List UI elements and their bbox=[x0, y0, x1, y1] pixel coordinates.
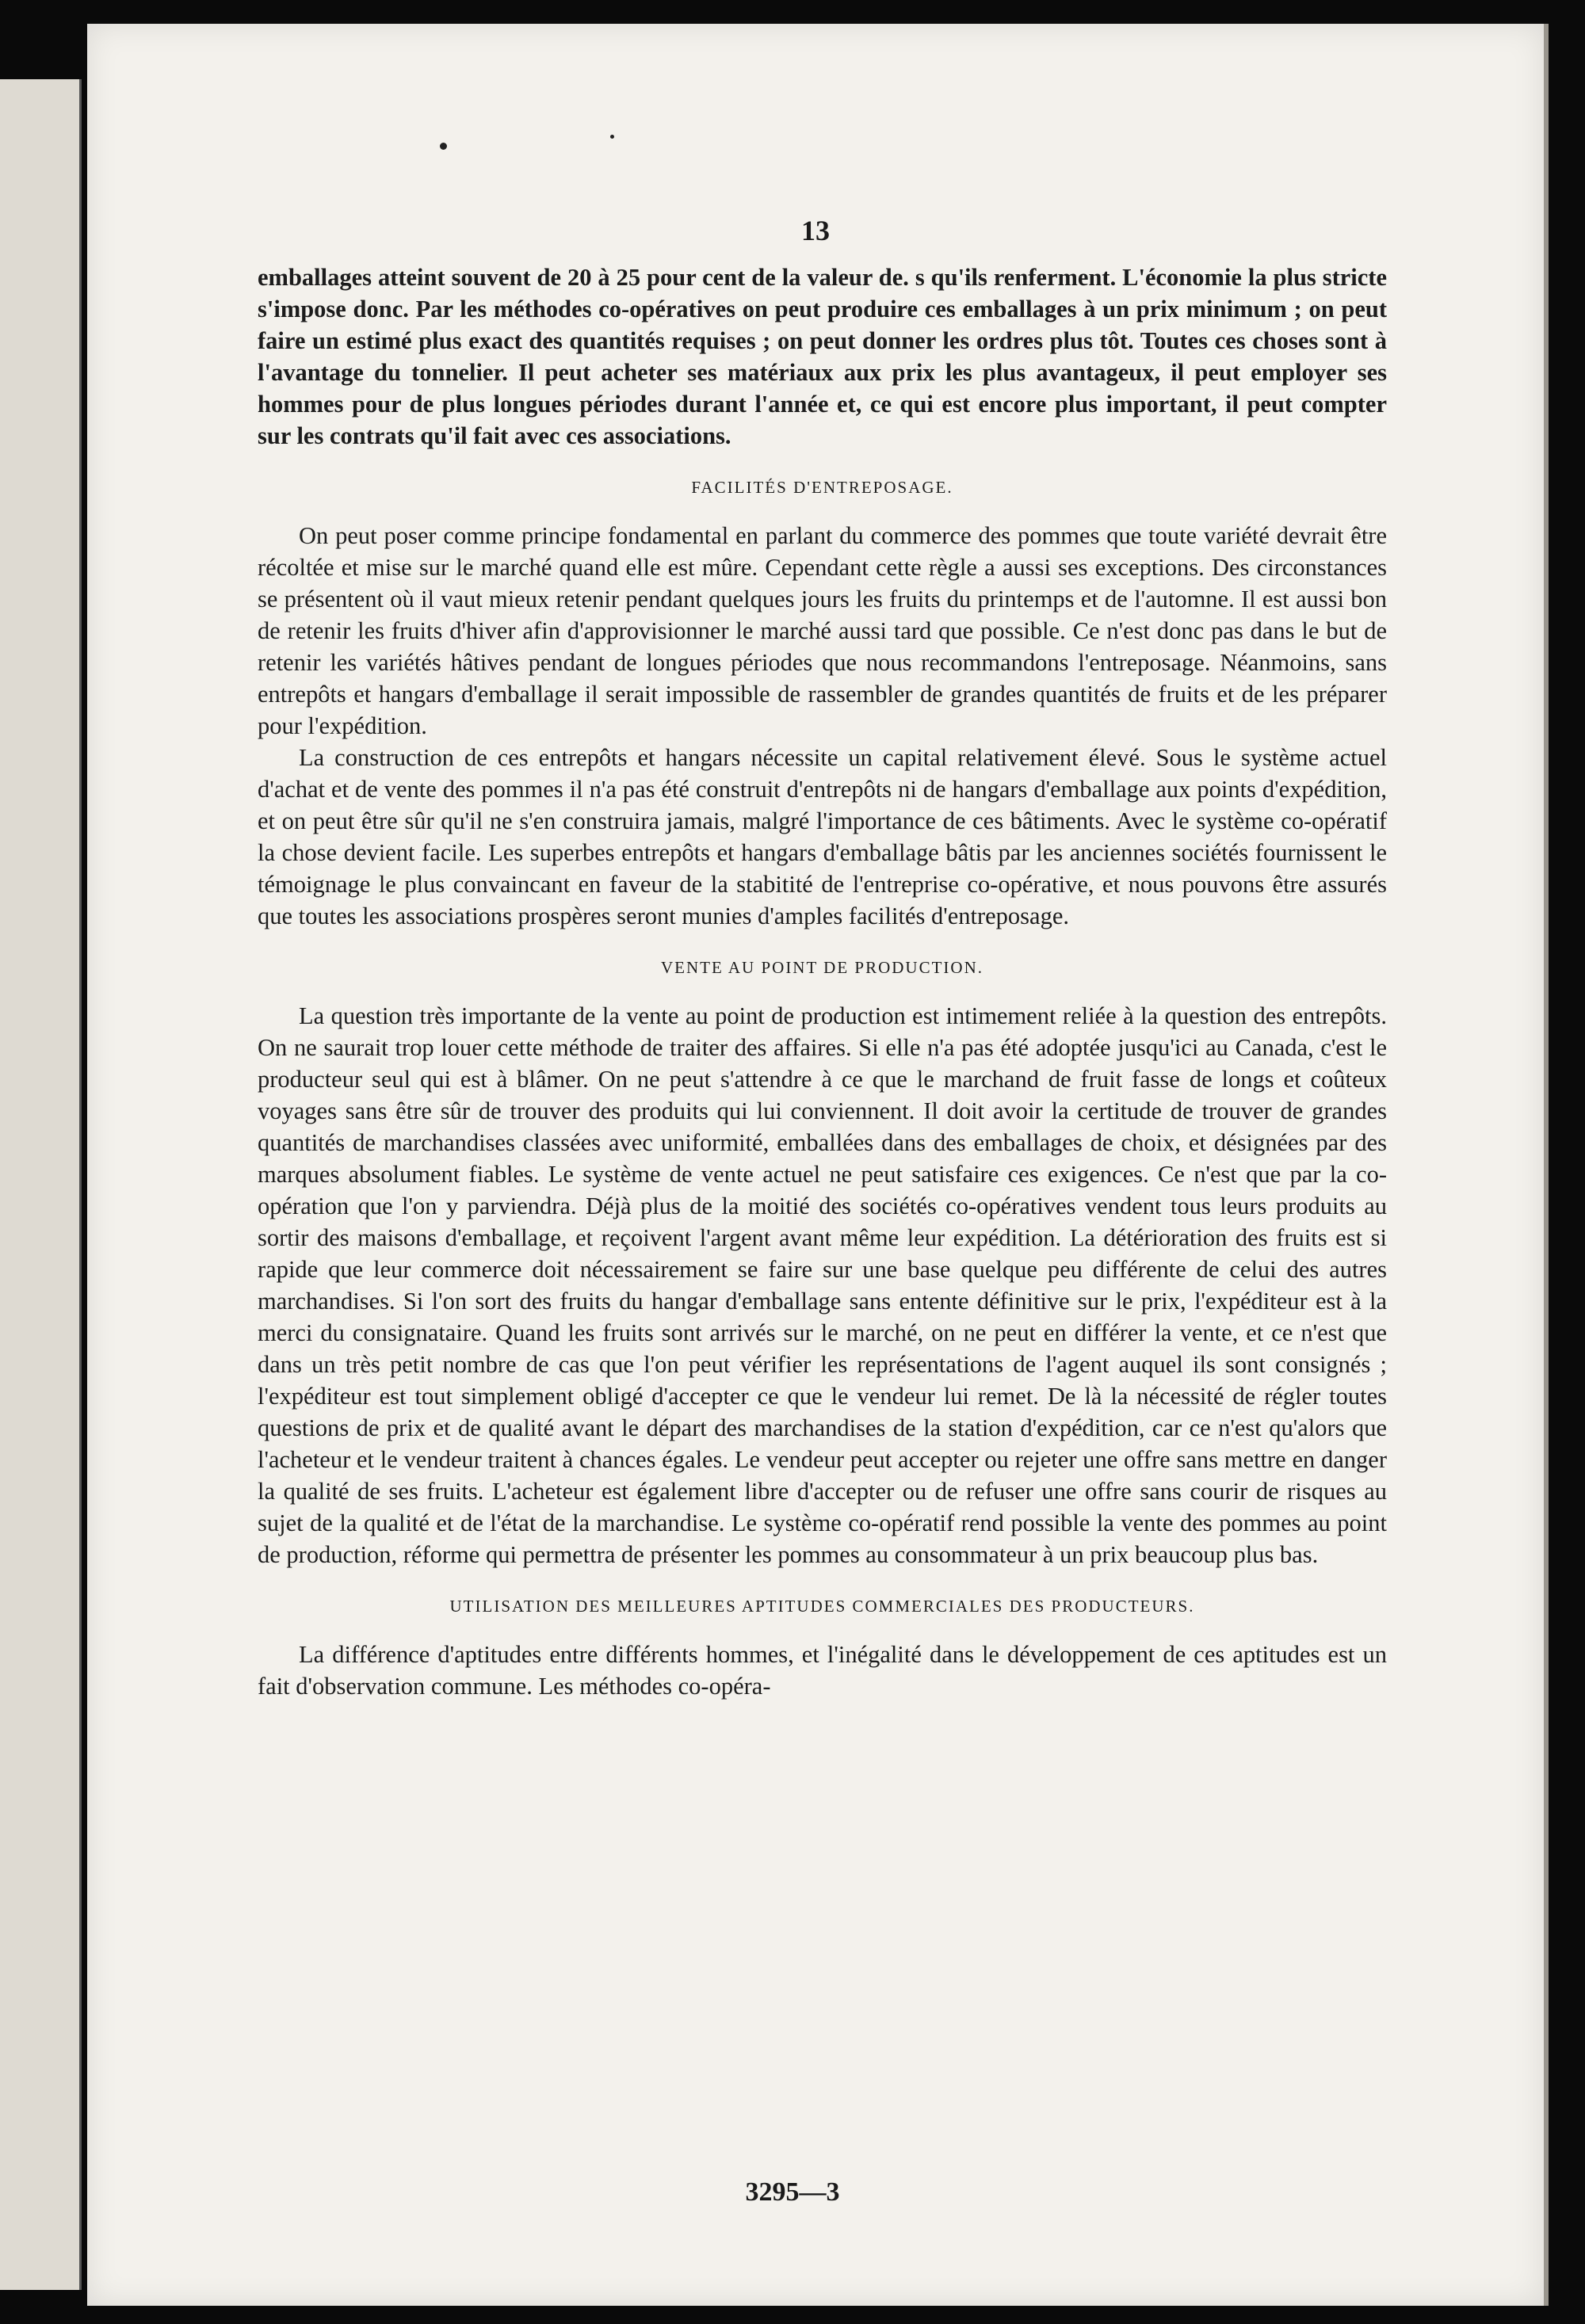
section-heading-aptitudes: UTILISATION DES MEILLEURES APTITUDES COMMERCIALES DES PRODUCTEURS. bbox=[449, 1597, 1195, 1616]
page-number: 13 bbox=[801, 215, 830, 246]
section-heading-storage: FACILITÉS D'ENTREPOSAGE. bbox=[691, 478, 953, 497]
paragraph: La construction de ces entrepôts et hangars nécessite un capital relativement élevé. Sous le système actuel d'achat et de vente des pommes il n'a pas été construit d'entrepôts ni de hangars d'emballage aux points d'expédition, et on peut être sûr qu'il ne s'en construira jamais, malgré l'importance de ces bâtiments. Avec le système co-opératif la chose devient facile. Les superbes entrepôts et hangars d'emballage bâtis par les anciennes sociétés fournissent le témoignage le plus convaincant en faveur de la stabitité de l'entreprise co-opérative, et nous pouvons être assurés que toutes les associations prospères seront munies d'amples facilités d'entreposage. bbox=[258, 744, 1387, 929]
scan-speck bbox=[610, 135, 614, 139]
section-heading-sale: VENTE AU POINT DE PRODUCTION. bbox=[660, 958, 984, 977]
main-text bbox=[258, 261, 1387, 1702]
paragraph-continued: emballages atteint souvent de 20 à 25 pour cent de la valeur de. s qu'ils renferment. L'économie la plus stricte s'impose donc. Par les méthodes co-opératives on peut produire ces emballages à un prix minimum ; on peut faire un estimé plus exact des quantités requises ; on peut donner les ordres plus tôt. Toutes ces choses sont à l'avantage du tonnelier. Il peut acheter ses matériaux aux prix les plus avantageux, il peut employer ses hommes pour de plus longues périodes durant l'année et, ce qui est encore plus important, il peut compter sur les contrats qu'il fait avec ces associations. bbox=[258, 264, 1387, 449]
paragraph: La question très importante de la vente au point de production est intimement reliée à la question des entrepôts. On ne saurait trop louer cette méthode de traiter des affaires. Si elle n'a pas été adoptée jusqu'ici au Canada, c'est le producteur seul qui est à blâmer. On ne peut s'attendre à ce que le marchand de fruit fasse de longs et coûteux voyages sans être sûr de trouver des produits qui lui conviennent. Il doit avoir la certitude de trouver de grandes quantités de marchandises classées avec uniformité, emballées dans des emballages de choix, et désignées par des marques absolument fiables. Le système de vente actuel ne peut satisfaire ces exigences. Ce n'est que par la co-opération que l'on y parviendra. Déjà plus de la moitié des sociétés co-opératives vendent tous leurs produits au sortir des maisons d'emballage, et reçoivent l'argent avant même leur expédition. La détérioration des fruits est si rapide que leur commerce doit nécessairement se faire sur une base quelque peu différente de celui des autres marchandises. Si l'on sort des fruits du hangar d'emballage sans entente définitive sur le prix, l'expéditeur est à la merci du consignataire. Quand les fruits sont arrivés sur le marché, on ne peut en différer la vente, et ce n'est que dans un très petit nombre de cas que l'on peut vérifier les représentations de l'agent auquel ils sont consignés ; l'expéditeur est tout simplement obligé d'accepter ce que le vendeur lui remet. De là la nécessité de régler toutes questions de prix et de qualité avant le départ des marchandises de la station d'expédition, car ce n'est qu'alors que l'acheteur et le vendeur traitent à chances égales. Le vendeur peut accepter ou rejeter une offre sans mettre en danger la qualité de ses fruits. L'acheteur est également libre d'accepter ou de refuser une offre sans courir de risques au sujet de la qualité et de l'état de la marchandise. Le système co-opératif rend possible la vente des pommes au point de production, réforme qui permettra de présenter les pommes au consommateur à un prix beaucoup plus bas. bbox=[258, 1002, 1387, 1568]
page-edge-shadow bbox=[1544, 24, 1549, 2306]
scan-speck bbox=[440, 143, 447, 150]
signature-mark: 3295—3 bbox=[745, 2177, 840, 2207]
paragraph: On peut poser comme principe fondamental en parlant du commerce des pommes que toute variété devrait être récoltée et mise sur le marché quand elle est mûre. Cependant cette règle a aussi ses exceptions. Des circonstances se présentent où il vaut mieux retenir pendant quelques jours les fruits du printemps et de l'automne. Il est aussi bon de retenir les fruits d'hiver afin d'approvisionner le marché aussi tard que possible. Ce n'est donc pas dans le but de retenir les variétés hâtives pendant de longues périodes que nous recommandons l'entreposage. Néanmoins, sans entrepôts et hangars d'emballage il serait impossible de rassembler de grandes quantités de fruits et de les préparer pour l'expédition. bbox=[258, 522, 1387, 739]
paragraph: La différence d'aptitudes entre différents hommes, et l'inégalité dans le développement de ces aptitudes est un fait d'observation commune. Les méthodes co-opéra- bbox=[258, 1641, 1387, 1700]
previous-page-edge bbox=[0, 79, 82, 2290]
